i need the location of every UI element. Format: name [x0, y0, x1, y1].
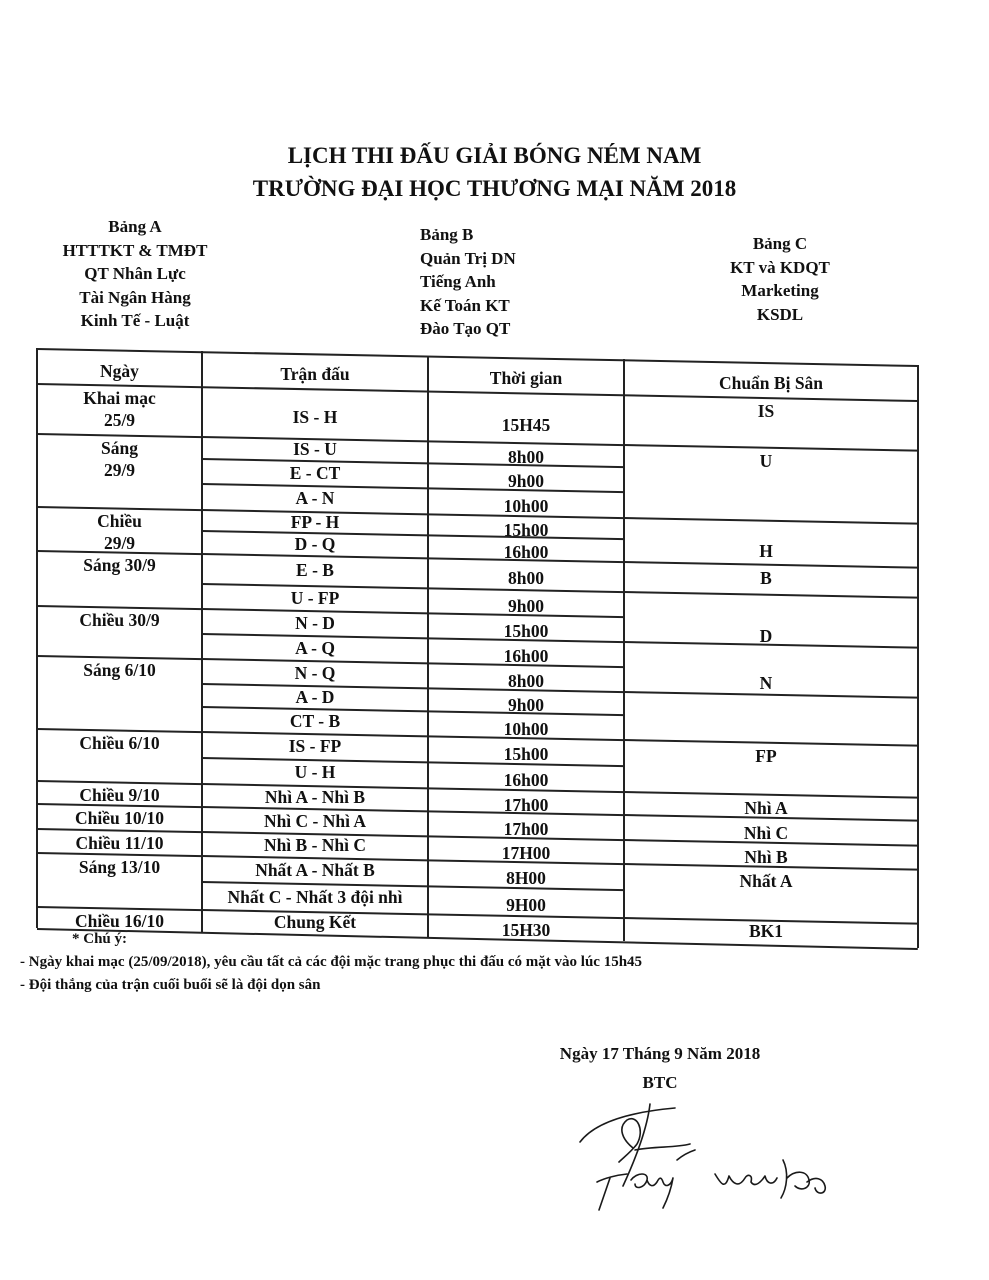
day-label: Sáng 30/9 [83, 554, 156, 575]
time-cell: 8h00 [508, 670, 544, 691]
header-day: Ngày [100, 360, 139, 381]
group-a-team: QT Nhân Lực [84, 264, 186, 283]
table-right-border [917, 365, 919, 948]
day-label: Sáng 13/10 [78, 856, 161, 877]
notes-label: * Chú ý: [72, 931, 128, 947]
match-cell: E - B [296, 560, 334, 581]
match-cell: IS - FP [288, 736, 342, 757]
prep-cell: N [759, 673, 773, 693]
group-a-team: Kinh Tế - Luật [80, 311, 190, 330]
time-cell: 16h00 [503, 645, 549, 666]
time-cell: 17H00 [501, 843, 551, 864]
match-cell: E - CT [289, 462, 341, 483]
time-cell: 17h00 [503, 794, 549, 815]
prep-cell: Nhất A [739, 871, 793, 891]
time-cell: 15H45 [501, 415, 551, 436]
prep-cell: FP [755, 746, 777, 766]
day-label: Sáng 6/10 [83, 659, 156, 680]
title-line-2: TRƯỜNG ĐẠI HỌC THƯƠNG MẠI NĂM 2018 [252, 176, 737, 201]
day-label: Chiều 9/10 [79, 784, 160, 805]
group-a-team: Tài Ngân Hàng [79, 287, 191, 307]
header-prep: Chuẩn Bị Sân [718, 373, 824, 394]
time-cell: 10h00 [503, 718, 549, 739]
match-cell: Nhất A - Nhất B [255, 860, 375, 881]
match-cell: IS - H [292, 407, 338, 428]
group-a-team: HTTTKT & TMĐT [62, 240, 208, 260]
match-cell: A - N [295, 488, 335, 509]
time-cell: 15h00 [503, 744, 549, 765]
prep-cell: U [759, 451, 773, 471]
group-b-team: Tiếng Anh [420, 272, 496, 291]
group-c [690, 232, 870, 326]
match-cell: D - Q [294, 533, 336, 554]
day-label: Chiều 16/10 [75, 910, 164, 931]
time-cell: 15h00 [503, 620, 549, 641]
match-cell: U - FP [290, 587, 340, 608]
group-c-team: Marketing [741, 281, 819, 300]
prep-cell: H [759, 541, 773, 561]
note-item: - Đội thắng của trận cuối buổi sẽ là đội dọn sân [20, 977, 321, 993]
time-cell: 16h00 [503, 770, 549, 791]
group-b-team: Quản Trị DN [420, 248, 516, 268]
time-cell: 16h00 [503, 541, 549, 562]
time-cell: 17h00 [503, 818, 549, 839]
group-c-name: Bảng C [752, 234, 808, 253]
title-line-1: LỊCH THI ĐẤU GIẢI BÓNG NÉM NAM [287, 143, 702, 168]
day-label: Khai mạc [83, 387, 156, 408]
prep-cell: IS [757, 401, 775, 421]
prep-cell: Nhì B [744, 847, 788, 867]
sign-date: Ngày 17 Tháng 9 Năm 2018 [559, 1044, 761, 1063]
prep-cell: Nhì C [743, 823, 789, 843]
time-cell: 8H00 [506, 868, 546, 889]
day-label: Sáng [101, 437, 138, 458]
match-cell: U - H [294, 762, 336, 783]
day-label: 25/9 [103, 409, 136, 430]
match-cell: N - Q [294, 662, 336, 683]
prep-cell: Nhì A [744, 798, 788, 818]
group-c-team: KSDL [756, 304, 804, 324]
prep-cell: BK1 [748, 921, 784, 941]
match-cell: CT - B [289, 710, 341, 731]
match-cell: Nhì B - Nhì C [263, 835, 367, 856]
match-cell: Nhì A - Nhì B [264, 786, 366, 807]
day-label: Chiều [97, 510, 142, 531]
prep-row-rule [624, 591, 918, 599]
signature-image [575, 1100, 855, 1220]
day-label: Chiều 11/10 [75, 832, 164, 853]
time-cell: 15H30 [501, 920, 551, 941]
match-cell: A - Q [295, 637, 335, 658]
group-b-team: Đào Tạo QT [420, 319, 511, 338]
time-cell: 8h00 [508, 568, 544, 589]
time-cell: 9H00 [506, 895, 546, 916]
match-cell: Nhất C - Nhất 3 đội nhì [227, 887, 403, 908]
match-cell: FP - H [290, 512, 340, 533]
time-cell: 10h00 [503, 496, 549, 517]
group-b [420, 223, 570, 341]
prep-row-rule [624, 517, 918, 525]
match-cell: IS - U [293, 439, 337, 460]
prep-cell: D [759, 626, 773, 646]
time-cell: 9h00 [508, 595, 544, 616]
note-item: - Ngày khai mạc (25/09/2018), yêu cầu tất cả các đội mặc trang phục thi đấu có mặt vào lúc 15h45 [20, 954, 643, 970]
match-cell: Nhì C - Nhì A [263, 810, 367, 831]
day-label: Chiều 10/10 [75, 807, 164, 828]
day-label: 29/9 [103, 459, 136, 480]
header-time: Thời gian [489, 368, 563, 389]
time-cell: 9h00 [508, 694, 544, 715]
group-a-name: Bảng A [108, 217, 162, 236]
day-label: 29/9 [103, 532, 136, 553]
sign-org: BTC [642, 1073, 678, 1092]
time-cell: 9h00 [508, 470, 544, 491]
header-match: Trận đấu [280, 364, 350, 385]
match-cell: Chung Kết [273, 912, 357, 933]
time-cell: 8h00 [508, 447, 544, 468]
prep-cell: B [760, 568, 772, 588]
group-b-team: Kế Toán KT [420, 295, 510, 315]
match-cell: A - D [295, 686, 335, 707]
day-label: Chiều 6/10 [79, 732, 160, 753]
time-cell: 15h00 [503, 520, 549, 541]
group-a [40, 215, 230, 333]
day-label: Chiều 30/9 [79, 609, 160, 630]
match-cell: N - D [295, 612, 335, 633]
group-b-name: Bảng B [420, 225, 474, 244]
notes [20, 928, 642, 997]
group-c-team: KT và KDQT [730, 257, 830, 277]
